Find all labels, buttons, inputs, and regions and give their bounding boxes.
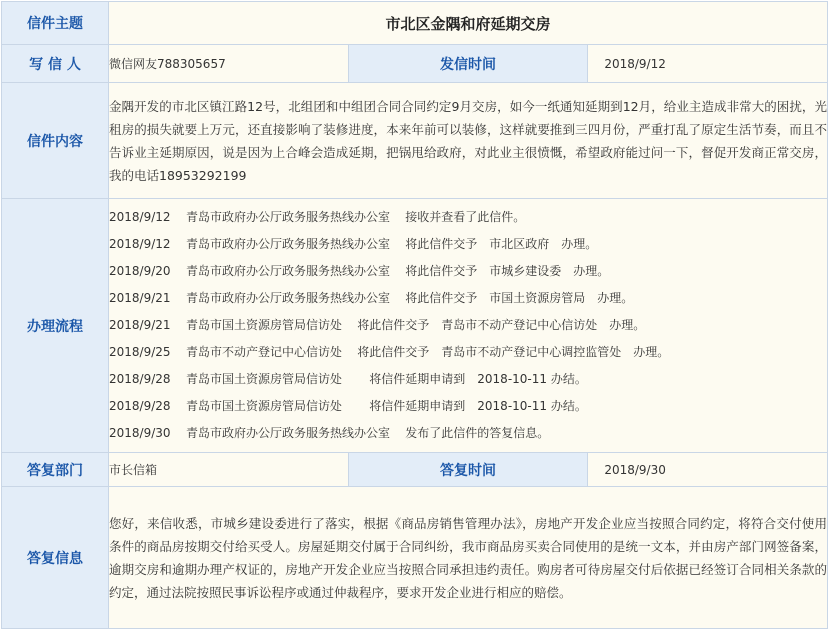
process-date: 2018/9/12: [109, 210, 171, 224]
letter-table: [1, 1, 828, 629]
process-org: 青岛市政府办公厅政务服务热线办公室: [186, 291, 391, 305]
process-org: 青岛市国土资源房管局信访处: [186, 372, 343, 386]
process-label: 办理流程: [2, 199, 109, 453]
process-org: 青岛市国土资源房管局信访处: [186, 399, 343, 413]
reply-dept-row: [2, 453, 828, 487]
process-step: [109, 258, 827, 285]
process-step: [109, 231, 827, 258]
process-action: 发布了此信件的答复信息。: [405, 426, 550, 440]
reply-info-label: 答复信息: [2, 487, 109, 629]
process-org: 青岛市政府办公厅政务服务热线办公室: [186, 210, 391, 224]
content-label: 信件内容: [2, 83, 109, 199]
process-org: 青岛市政府办公厅政务服务热线办公室: [186, 264, 391, 278]
process-date: 2018/9/20: [109, 264, 171, 278]
process-action: 将信件延期申请到 2018-10-11 办结。: [357, 372, 587, 386]
process-step: [109, 204, 827, 231]
send-time-label: 发信时间: [348, 45, 588, 83]
process-date: 2018/9/28: [109, 399, 171, 413]
reply-dept-value: 市长信箱: [109, 453, 349, 487]
writer-label: 写 信 人: [2, 45, 109, 83]
process-date: 2018/9/21: [109, 318, 171, 332]
process-org: 青岛市政府办公厅政务服务热线办公室: [186, 237, 391, 251]
process-action: 将信件延期申请到 2018-10-11 办结。: [357, 399, 587, 413]
process-action: 将此信件交予 市北区政府 办理。: [405, 237, 598, 251]
content-text: 金隅开发的市北区镇江路12号，北组团和中组团合同合同约定9月交房，如今一纸通知延期到12月，给业主造成非常大的困扰，光租房的损失就要上万元，还直接影响了装修进度，本来年前可以装修，这样就要推到三四月份，严重打乱了原定生活节奏，而且不告诉业主延期原因，说是因为上合峰会造成延期，把锅甩给政府，对此业主很愤慨，希望政府能过问一下，督促开发商正常交房，我的电话18953292199: [109, 83, 828, 199]
process-action: 将此信件交予 青岛市不动产登记中心信访处 办理。: [357, 318, 646, 332]
writer-row: [2, 45, 828, 83]
process-list: [109, 199, 828, 453]
process-date: 2018/9/28: [109, 372, 171, 386]
process-step: [109, 312, 827, 339]
subject-row: [2, 2, 828, 45]
process-action: 接收并查看了此信件。: [405, 210, 526, 224]
process-date: 2018/9/12: [109, 237, 171, 251]
writer-value: 微信网友788305657: [109, 45, 349, 83]
process-date: 2018/9/21: [109, 291, 171, 305]
process-step: [109, 420, 827, 447]
process-row: [2, 199, 828, 453]
subject-label: 信件主题: [2, 2, 109, 45]
content-row: [2, 83, 828, 199]
process-org: 青岛市国土资源房管局信访处: [186, 318, 343, 332]
send-time-value: 2018/9/12: [588, 45, 828, 83]
process-org: 青岛市不动产登记中心信访处: [186, 345, 343, 359]
process-step: [109, 366, 827, 393]
subject-value: 市北区金隅和府延期交房: [109, 2, 828, 45]
reply-info-text: 您好，来信收悉，市城乡建设委进行了落实，根据《商品房销售管理办法》，房地产开发企业应当按照合同约定，将符合交付使用条件的商品房按期交付给买受人。房屋延期交付属于合同纠纷，我市商品房买卖合同使用的是统一文本，并由房产部门网签备案，逾期交房和逾期办理产权证的，房地产开发企业应当按照合同承担违约责任。购房者可待房屋交付后依据已经签订合同相关条款的约定，通过法院按照民事诉讼程序或通过仲裁程序，要求开发企业进行相应的赔偿。: [109, 487, 828, 629]
reply-time-label: 答复时间: [348, 453, 588, 487]
process-date: 2018/9/25: [109, 345, 171, 359]
process-date: 2018/9/30: [109, 426, 171, 440]
reply-time-value: 2018/9/30: [588, 453, 828, 487]
reply-dept-label: 答复部门: [2, 453, 109, 487]
process-org: 青岛市政府办公厅政务服务热线办公室: [186, 426, 391, 440]
process-step: [109, 285, 827, 312]
process-step: [109, 339, 827, 366]
process-step: [109, 393, 827, 420]
process-action: 将此信件交予 市国土资源房管局 办理。: [405, 291, 634, 305]
process-action: 将此信件交予 市城乡建设委 办理。: [405, 264, 610, 278]
process-action: 将此信件交予 青岛市不动产登记中心调控监管处 办理。: [357, 345, 670, 359]
reply-info-row: [2, 487, 828, 629]
